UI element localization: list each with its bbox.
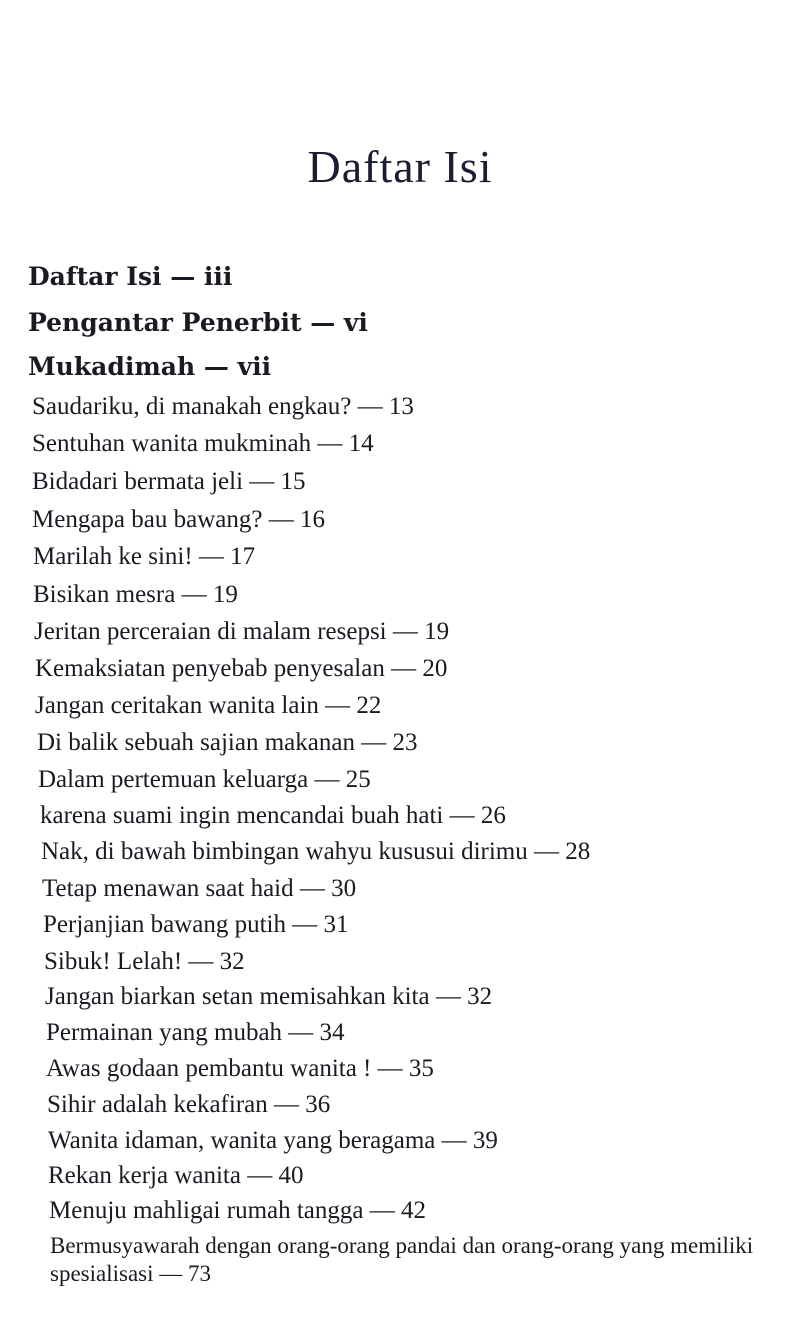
toc-entry[interactable]: Perjanjian bawang putih — 31 (43, 911, 349, 938)
toc-entry[interactable]: Bermusyawarah dengan orang-orang pandai dan orang-orang yang memiliki spesialisasi — 73 (50, 1233, 754, 1286)
page-title: Daftar Isi (307, 141, 493, 192)
toc-entry[interactable]: Bidadari bermata jeli — 15 (32, 468, 306, 495)
toc-entry[interactable]: Mengapa bau bawang? — 16 (32, 506, 325, 533)
toc-entry[interactable]: Tetap menawan saat haid — 30 (42, 875, 357, 902)
toc-entry[interactable]: Permainan yang mubah — 34 (46, 1019, 345, 1046)
toc-entry[interactable]: Kemaksiatan penyebab penyesalan — 20 (35, 655, 448, 682)
toc-entry[interactable]: karena suami ingin mencandai buah hati — 26 (40, 802, 506, 829)
toc-entry[interactable]: Jangan biarkan setan memisahkan kita — 32 (45, 983, 493, 1010)
toc-entry[interactable]: Sihir adalah kekafiran — 36 (47, 1091, 331, 1118)
toc-entry-mukadimah[interactable]: Mukadimah — vii (28, 352, 272, 381)
toc-entry[interactable]: Sentuhan wanita mukminah — 14 (32, 430, 374, 457)
toc-entry-pengantar-penerbit[interactable]: Pengantar Penerbit — vi (28, 308, 368, 337)
toc-entry[interactable]: Marilah ke sini! — 17 (33, 543, 256, 570)
toc-entry[interactable]: Jangan ceritakan wanita lain — 22 (35, 692, 382, 719)
toc-entry[interactable]: Bisikan mesra — 19 (33, 581, 238, 608)
toc-entry[interactable]: Saudariku, di manakah engkau? — 13 (32, 393, 414, 420)
toc-entry[interactable]: Sibuk! Lelah! — 32 (44, 948, 245, 975)
toc-entry[interactable]: Jeritan perceraian di malam resepsi — 19 (34, 618, 450, 645)
toc-entry-daftar-isi[interactable]: Daftar Isi — iii (28, 262, 233, 291)
toc-entry[interactable]: Di balik sebuah sajian makanan — 23 (37, 729, 418, 756)
toc-entry[interactable]: Wanita idaman, wanita yang beragama — 39 (48, 1127, 498, 1154)
toc-entry[interactable]: Nak, di bawah bimbingan wahyu kususui dirimu — 28 (41, 838, 591, 865)
toc-entry[interactable]: Menuju mahligai rumah tangga — 42 (49, 1197, 427, 1224)
toc-entry[interactable]: Awas godaan pembantu wanita ! — 35 (46, 1055, 434, 1082)
toc-entry[interactable]: Rekan kerja wanita — 40 (48, 1162, 304, 1189)
toc-entry[interactable]: Dalam pertemuan keluarga — 25 (38, 766, 371, 793)
